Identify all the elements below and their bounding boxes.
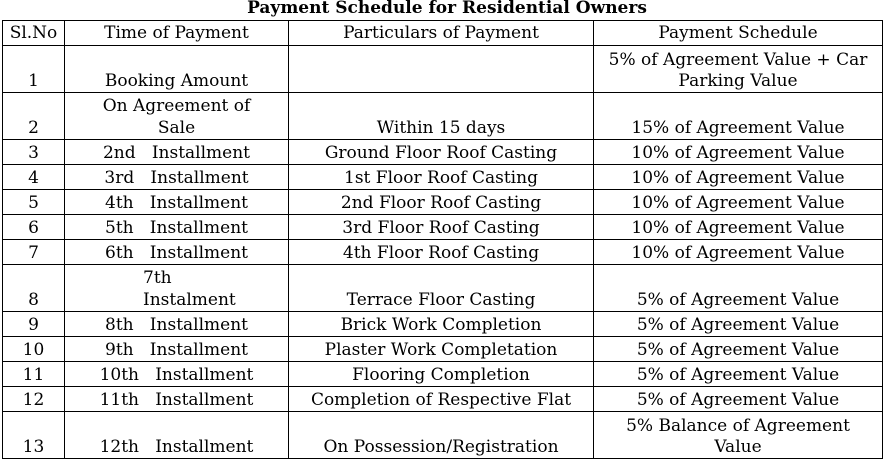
cell-time: Booking Amount [65, 46, 289, 93]
table-row [3, 387, 883, 412]
cell-particulars: 3rd Floor Roof Casting [289, 215, 594, 240]
cell-time: 9th Installment [65, 337, 289, 362]
cell-slno: 10 [3, 337, 65, 362]
cell-time: 6th Installment [65, 240, 289, 265]
cell-schedule: 10% of Agreement Value [594, 240, 883, 265]
cell-time: 4th Installment [65, 190, 289, 215]
cell-slno: 9 [3, 312, 65, 337]
cell-schedule: 10% of Agreement Value [594, 165, 883, 190]
cell-slno: 3 [3, 140, 65, 165]
cell-particulars: Terrace Floor Casting [289, 265, 594, 312]
cell-schedule: 5% of Agreement Value [594, 265, 883, 312]
cell-particulars: Ground Floor Roof Casting [289, 140, 594, 165]
table-row [3, 240, 883, 265]
cell-schedule: 5% of Agreement Value [594, 387, 883, 412]
table-row [3, 140, 883, 165]
document-title: Payment Schedule for Residential Owners [247, 0, 647, 18]
table-row [3, 215, 883, 240]
table-row [3, 312, 883, 337]
cell-slno: 7 [3, 240, 65, 265]
cell-particulars: Plaster Work Completation [289, 337, 594, 362]
cell-particulars: 1st Floor Roof Casting [289, 165, 594, 190]
cell-time: 8th Installment [65, 312, 289, 337]
cell-schedule: 10% of Agreement Value [594, 190, 883, 215]
cell-schedule: 10% of Agreement Value [594, 140, 883, 165]
cell-slno: 6 [3, 215, 65, 240]
table-header-row [3, 21, 883, 46]
cell-particulars: Within 15 days [289, 93, 594, 140]
header-time-of-payment: Time of Payment [65, 21, 289, 46]
cell-slno: 11 [3, 362, 65, 387]
table-row [3, 265, 883, 312]
cell-slno: 8 [3, 265, 65, 312]
payment-schedule-table [2, 20, 883, 459]
cell-schedule: 5% of Agreement Value [594, 337, 883, 362]
cell-slno: 2 [3, 93, 65, 140]
cell-time: 10th Installment [65, 362, 289, 387]
cell-schedule: 10% of Agreement Value [594, 215, 883, 240]
cell-time: On Agreement of Sale [65, 93, 289, 140]
cell-time: 5th Installment [65, 215, 289, 240]
table-row [3, 93, 883, 140]
cell-particulars [289, 46, 594, 93]
table-row [3, 190, 883, 215]
cell-particulars: Flooring Completion [289, 362, 594, 387]
header-slno: Sl.No [3, 21, 65, 46]
cell-time: 7th Instalment [65, 265, 289, 312]
cell-time: 12th Installment [65, 412, 289, 459]
cell-time: 2nd Installment [65, 140, 289, 165]
cell-schedule: 5% Balance of Agreement Value [594, 412, 883, 459]
table-row [3, 337, 883, 362]
cell-slno: 5 [3, 190, 65, 215]
table-row [3, 412, 883, 459]
cell-schedule: 5% of Agreement Value + Car Parking Value [594, 46, 883, 93]
cell-slno: 1 [3, 46, 65, 93]
cell-particulars: 2nd Floor Roof Casting [289, 190, 594, 215]
cell-time: 3rd Installment [65, 165, 289, 190]
cell-particulars: 4th Floor Roof Casting [289, 240, 594, 265]
cell-particulars: Completion of Respective Flat [289, 387, 594, 412]
cell-particulars: On Possession/Registration [289, 412, 594, 459]
cell-schedule: 15% of Agreement Value [594, 93, 883, 140]
cell-schedule: 5% of Agreement Value [594, 362, 883, 387]
cell-slno: 12 [3, 387, 65, 412]
cell-schedule: 5% of Agreement Value [594, 312, 883, 337]
header-payment-schedule: Payment Schedule [594, 21, 883, 46]
header-particulars: Particulars of Payment [289, 21, 594, 46]
cell-particulars: Brick Work Completion [289, 312, 594, 337]
table-row [3, 165, 883, 190]
table-row [3, 46, 883, 93]
table-row [3, 362, 883, 387]
cell-slno: 13 [3, 412, 65, 459]
cell-slno: 4 [3, 165, 65, 190]
cell-time: 11th Installment [65, 387, 289, 412]
